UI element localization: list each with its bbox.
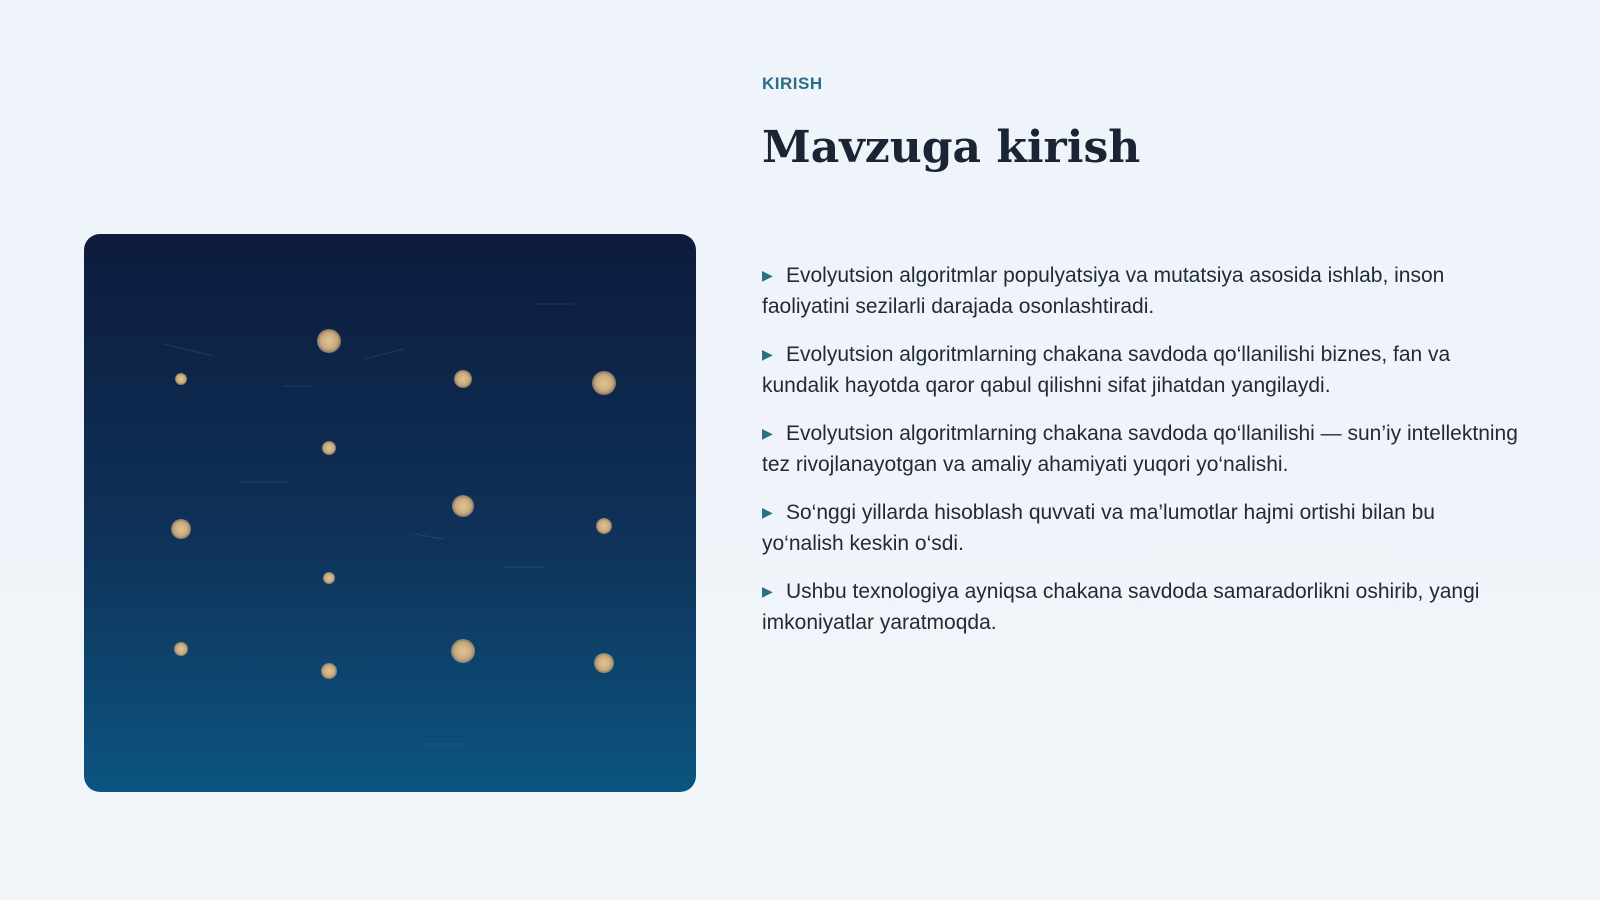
node bbox=[171, 519, 191, 539]
bullet-list bbox=[762, 260, 1522, 655]
list-item bbox=[762, 418, 1522, 480]
list-item bbox=[762, 497, 1522, 559]
bullet-text: Ushbu texnologiya ayniqsa chakana savdoda samaradorlikni oshirib, yangi imkoniyatlar yaratmoqda. bbox=[762, 580, 1480, 634]
node bbox=[321, 663, 337, 679]
network-illustration bbox=[84, 234, 696, 792]
list-item bbox=[762, 339, 1522, 401]
node bbox=[596, 518, 612, 534]
triangle-bullet-icon: ▶ bbox=[762, 583, 773, 599]
page-title: Mavzuga kirish bbox=[762, 122, 1141, 173]
list-item bbox=[762, 576, 1522, 638]
node bbox=[323, 572, 335, 584]
triangle-bullet-icon: ▶ bbox=[762, 267, 773, 283]
bullet-text: Evolyutsion algoritmlarning chakana savdoda qo‘llanilishi biznes, fan va kundalik hayotda qaror qabul qilishni sifat jihatdan yangilaydi. bbox=[762, 343, 1451, 397]
section-label: KIRISH bbox=[762, 74, 823, 93]
node bbox=[317, 329, 341, 353]
node bbox=[322, 441, 336, 455]
node bbox=[454, 370, 472, 388]
bullet-text: So‘nggi yillarda hisoblash quvvati va ma’lumotlar hajmi ortishi bilan bu yo‘nalish keskin o‘sdi. bbox=[762, 501, 1435, 555]
list-item bbox=[762, 260, 1522, 322]
bullet-text: Evolyutsion algoritmlarning chakana savdoda qo‘llanilishi — sun’iy intellektning tez rivojlanayotgan va amaliy ahamiyati yuqori yo‘nalishi. bbox=[762, 422, 1518, 476]
node bbox=[174, 642, 188, 656]
node bbox=[451, 639, 475, 663]
triangle-bullet-icon: ▶ bbox=[762, 425, 773, 441]
node bbox=[592, 371, 616, 395]
bullet-text: Evolyutsion algoritmlar populyatsiya va mutatsiya asosida ishlab, inson faoliyatini sezilarli darajada osonlashtiradi. bbox=[762, 264, 1445, 318]
network-graphic bbox=[84, 234, 696, 792]
connector-lines bbox=[164, 304, 574, 744]
node bbox=[175, 373, 187, 385]
nodes bbox=[171, 329, 616, 679]
node bbox=[594, 653, 614, 673]
triangle-bullet-icon: ▶ bbox=[762, 504, 773, 520]
triangle-bullet-icon: ▶ bbox=[762, 346, 773, 362]
node bbox=[452, 495, 474, 517]
